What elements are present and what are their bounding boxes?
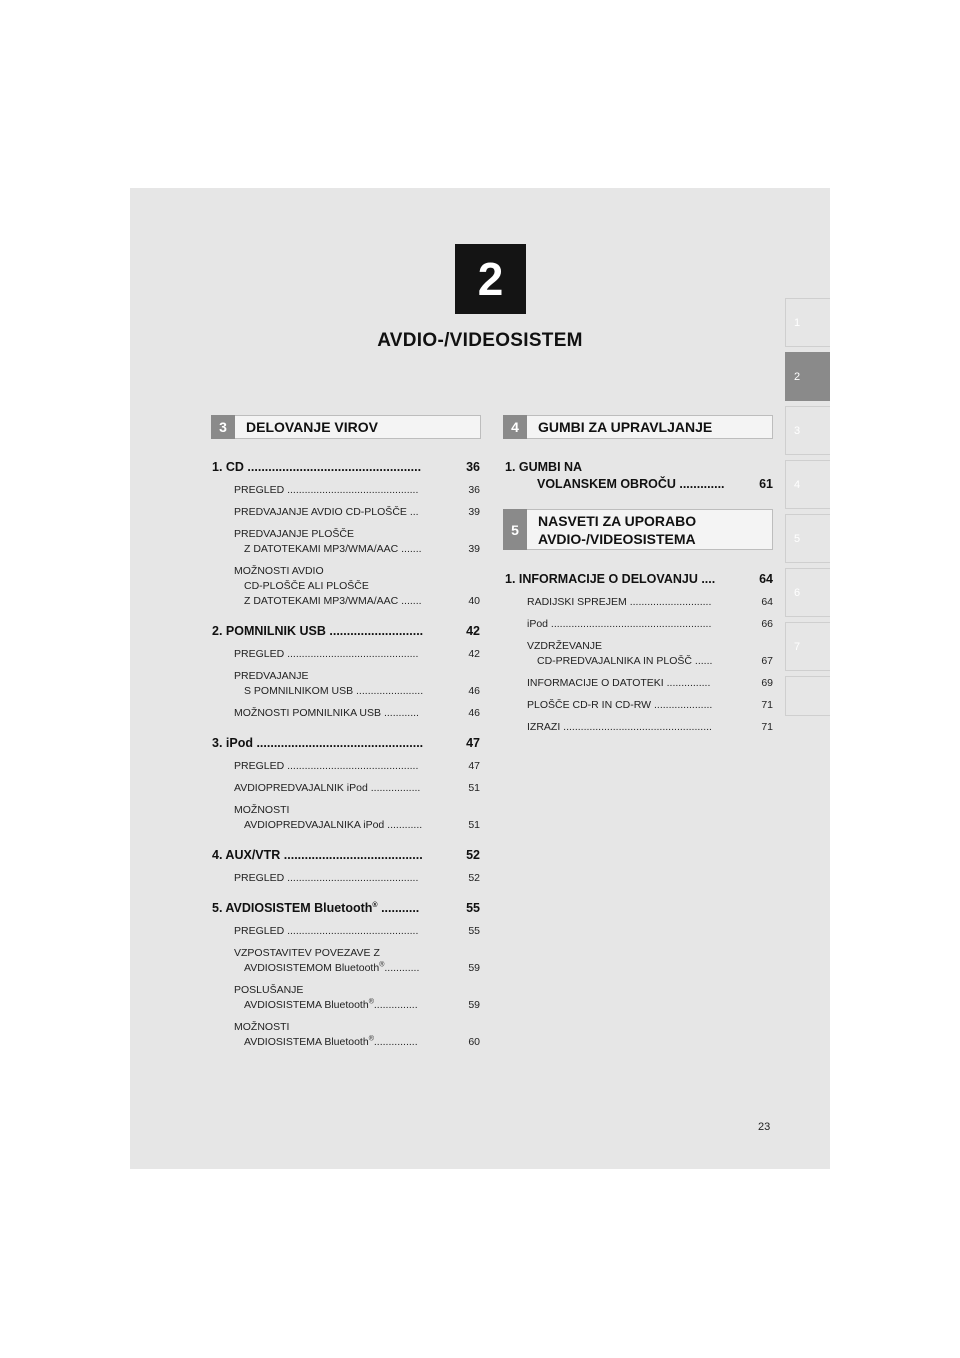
chapter-title: AVDIO-/VIDEOSISTEM — [377, 330, 583, 351]
toc-subentry-page: 64 — [761, 596, 773, 608]
toc-subentry-label: PREDVAJANJE — [234, 670, 309, 682]
toc-entry-page: 52 — [466, 848, 480, 862]
toc-subentry-label — [234, 998, 480, 1013]
registered-mark: ® — [368, 1035, 374, 1043]
toc-entry-usb[interactable] — [212, 623, 480, 640]
toc-subentry[interactable] — [212, 706, 480, 721]
toc-subentry-label-text: AVDIOSISTEMOM Bluetooth — [244, 962, 380, 974]
registered-mark: ® — [379, 961, 385, 969]
toc-subentry[interactable] — [505, 639, 773, 669]
toc-right-column-tips — [505, 571, 773, 742]
toc-subentry-label-text: AVDIOSISTEMA Bluetooth — [244, 999, 369, 1011]
section-number: 5 — [503, 509, 527, 550]
toc-subentry-label: MOŽNOSTI AVDIO — [234, 565, 324, 577]
toc-subentry-label: AVDIOPREDVAJALNIKA iPod ............ — [244, 819, 423, 831]
toc-entry-bluetooth[interactable] — [212, 900, 480, 917]
chapter-number-box: 2 — [455, 244, 526, 314]
toc-subentry[interactable] — [212, 505, 480, 520]
toc-subentry-page: 59 — [468, 999, 480, 1011]
toc-entry-steering-buttons[interactable] — [505, 459, 773, 493]
toc-entry-label: VOLANSKEM OBROČU ............. — [537, 477, 725, 491]
toc-subentry[interactable] — [505, 720, 773, 735]
toc-entry-page: 42 — [466, 624, 480, 638]
toc-subentry[interactable] — [212, 1020, 480, 1050]
toc-entry-info[interactable] — [505, 571, 773, 588]
toc-subentry[interactable] — [212, 924, 480, 939]
toc-subentry-label-dots: ............ — [384, 962, 420, 974]
toc-entry-page: 64 — [759, 572, 773, 586]
toc-subentry[interactable] — [505, 698, 773, 713]
toc-subentry-page: 71 — [761, 721, 773, 733]
toc-subentry-page: 59 — [468, 962, 480, 974]
toc-subentry-label: VZPOSTAVITEV POVEZAVE Z — [234, 947, 380, 959]
toc-subentry[interactable] — [212, 483, 480, 498]
toc-subentry-label: MOŽNOSTI — [234, 1021, 290, 1033]
registered-mark: ® — [372, 901, 378, 909]
toc-subentry-label: S POMNILNIKOM USB ....................... — [244, 685, 424, 697]
toc-subentry[interactable] — [212, 983, 480, 1013]
section-title-line: NASVETI ZA UPORABO — [538, 512, 697, 529]
toc-entry-page: 61 — [759, 477, 773, 491]
toc-subentry-label: PREDVAJANJE AVDIO CD-PLOŠČE ... — [234, 506, 419, 518]
tab-6[interactable]: 6 — [785, 568, 830, 617]
toc-entry-cd[interactable] — [212, 459, 480, 476]
toc-subentry-label-dots: ............... — [373, 999, 418, 1011]
toc-entry-ipod[interactable] — [212, 735, 480, 752]
section-number: 4 — [503, 415, 527, 439]
tab-3[interactable]: 3 — [785, 406, 830, 455]
toc-subentry-page: 42 — [468, 648, 480, 660]
tab-7[interactable]: 7 — [785, 622, 830, 671]
toc-subentry-page: 52 — [468, 872, 480, 884]
tab-4[interactable]: 4 — [785, 460, 830, 509]
toc-subentry-page: 46 — [468, 685, 480, 697]
toc-subentry-page: 51 — [468, 782, 480, 794]
toc-subentry-page: 40 — [468, 595, 480, 607]
toc-subentry-label: PREGLED ............................................. — [234, 760, 419, 772]
toc-subentry-label: VZDRŽEVANJE — [527, 640, 603, 652]
toc-subentry-page: 36 — [468, 484, 480, 496]
toc-subentry[interactable] — [212, 871, 480, 886]
toc-subentry-page: 51 — [468, 819, 480, 831]
toc-subentry-label: IZRAZI ................................................... — [527, 721, 712, 733]
toc-subentry-label: CD-PLOŠČE ALI PLOŠČE — [244, 580, 369, 592]
toc-subentry-label: Z DATOTEKAMI MP3/WMA/AAC ....... — [244, 543, 422, 555]
toc-entry-label-text: 5. AVDIOSISTEM Bluetooth — [212, 901, 373, 915]
toc-subentry-page: 47 — [468, 760, 480, 772]
toc-subentry[interactable] — [212, 946, 480, 976]
toc-subentry-label — [234, 961, 480, 976]
section-header-3 — [211, 415, 481, 439]
toc-subentry-page: 71 — [761, 699, 773, 711]
toc-subentry-label: Z DATOTEKAMI MP3/WMA/AAC ....... — [244, 595, 422, 607]
toc-entry-label: 1. INFORMACIJE O DELOVANJU .... — [505, 572, 716, 586]
section-title: GUMBI ZA UPRAVLJANJE — [538, 419, 713, 435]
page-number: 23 — [758, 1121, 771, 1133]
toc-subentry-label: PLOŠČE CD-R IN CD-RW .................... — [527, 699, 713, 711]
toc-subentry[interactable] — [212, 803, 480, 833]
toc-subentry[interactable] — [212, 759, 480, 774]
chapter-tabs — [785, 298, 830, 721]
toc-subentry[interactable] — [212, 527, 480, 557]
registered-mark: ® — [368, 998, 374, 1006]
toc-subentry-label: POSLUŠANJE — [234, 984, 304, 996]
toc-entry-label: 3. iPod ................................................ — [212, 736, 424, 750]
tab-blank — [785, 676, 830, 716]
section-title-line: AVDIO-/VIDEOSISTEMA — [538, 530, 696, 547]
toc-subentry-label: iPod ....................................................... — [527, 618, 712, 630]
toc-subentry[interactable] — [212, 781, 480, 796]
toc-subentry-label: MOŽNOSTI — [234, 804, 290, 816]
section-header-4 — [503, 415, 773, 439]
toc-subentry-label: AVDIOPREDVAJALNIK iPod ................. — [234, 782, 421, 794]
toc-entry-page: 47 — [466, 736, 480, 750]
tab-1[interactable]: 1 — [785, 298, 830, 347]
toc-entry-label: 1. CD .................................................. — [212, 460, 422, 474]
toc-subentry[interactable] — [212, 669, 480, 699]
toc-subentry-page: 67 — [761, 655, 773, 667]
toc-right-column-controls — [505, 459, 773, 500]
toc-entry-label: 2. POMNILNIK USB ........................... — [212, 624, 424, 638]
toc-subentry-label: MOŽNOSTI POMNILNIKA USB ............ — [234, 707, 419, 719]
section-number: 3 — [211, 415, 235, 439]
toc-subentry[interactable] — [505, 676, 773, 691]
toc-entry-page: 36 — [466, 460, 480, 474]
toc-subentry-label: PREGLED ............................................. — [234, 925, 419, 937]
toc-entry-label-dots: ........... — [377, 901, 420, 915]
toc-subentry-label-text: AVDIOSISTEMA Bluetooth — [244, 1036, 369, 1048]
toc-subentry-label: INFORMACIJE O DATOTEKI ............... — [527, 677, 711, 689]
section-title: DELOVANJE VIROV — [246, 419, 378, 435]
toc-subentry-page: 66 — [761, 618, 773, 630]
toc-subentry-label — [234, 1035, 480, 1050]
toc-subentry-page: 60 — [468, 1036, 480, 1048]
toc-subentry-page: 39 — [468, 543, 480, 555]
toc-subentry-label-dots: ............... — [373, 1036, 418, 1048]
toc-subentry[interactable] — [212, 564, 480, 609]
toc-entry-label: 4. AUX/VTR ........................................ — [212, 848, 423, 862]
toc-left-column — [212, 459, 480, 1057]
toc-subentry-page: 46 — [468, 707, 480, 719]
section-title — [538, 510, 768, 549]
tab-5[interactable]: 5 — [785, 514, 830, 563]
toc-subentry-page: 39 — [468, 506, 480, 518]
section-header-5 — [503, 509, 773, 550]
toc-subentry-label: PREGLED ............................................. — [234, 648, 419, 660]
toc-subentry-page: 55 — [468, 925, 480, 937]
toc-entry-page: 55 — [466, 901, 480, 915]
toc-subentry-page: 69 — [761, 677, 773, 689]
tab-2[interactable]: 2 — [785, 352, 830, 401]
toc-subentry-label: CD-PREDVAJALNIKA IN PLOŠČ ...... — [537, 655, 713, 667]
toc-subentry-label: PREGLED ............................................. — [234, 484, 419, 496]
toc-subentry-label: RADIJSKI SPREJEM ............................ — [527, 596, 712, 608]
toc-entry-label — [212, 900, 480, 917]
toc-entry-aux[interactable] — [212, 847, 480, 864]
toc-subentry-label: PREGLED ............................................. — [234, 872, 419, 884]
toc-subentry[interactable] — [505, 595, 773, 610]
toc-entry-label: 1. GUMBI NA — [505, 460, 583, 474]
toc-subentry-label: PREDVAJANJE PLOŠČE — [234, 528, 355, 540]
toc-subentry[interactable] — [212, 647, 480, 662]
toc-subentry[interactable] — [505, 617, 773, 632]
